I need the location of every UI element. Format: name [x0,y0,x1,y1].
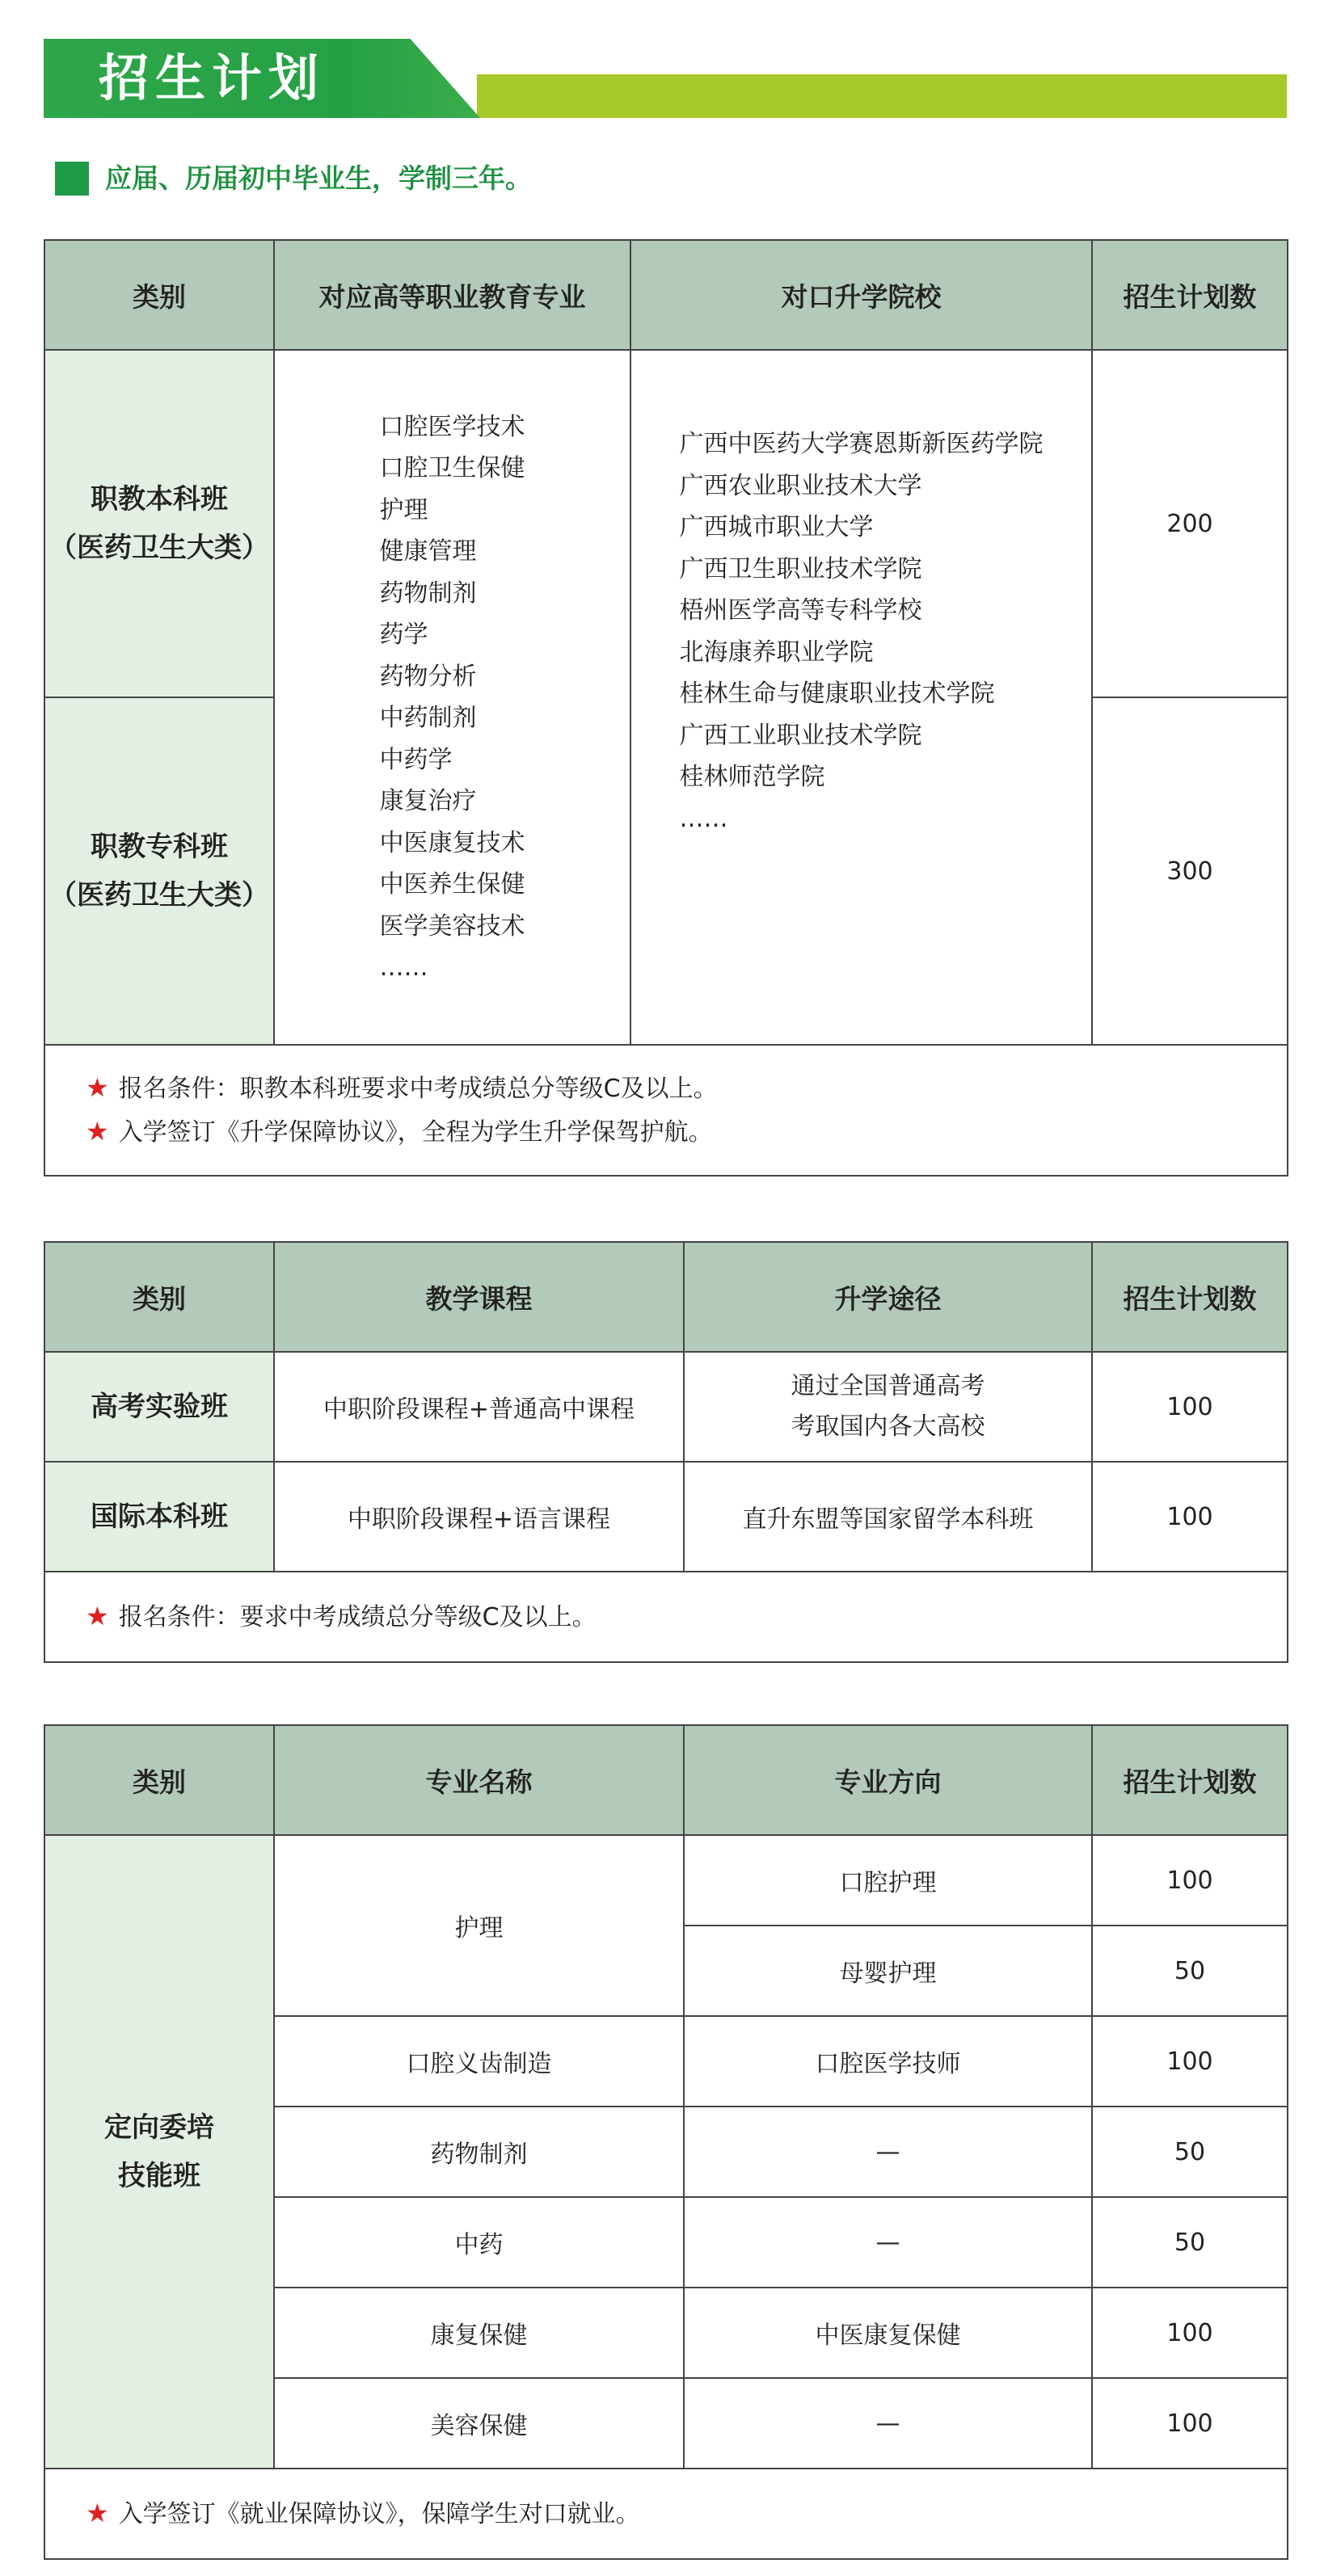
list-item: 药物制剂 [379,579,477,608]
page-subtitle: 应届、历届初中毕业生，学制三年。 [105,162,532,194]
header-path: 升学途径 [684,1242,1092,1352]
note-text: 报名条件：职教本科班要求中考成绩总分等级C及以上。 [118,1075,718,1103]
list-item: 口腔卫生保健 [379,454,525,482]
list-item: 中医康复技术 [379,828,525,857]
category-undergraduate [44,350,274,697]
major-nursing: 护理 [274,1835,684,2016]
page-title: 招生计划 [99,48,326,107]
notes-cell [44,1045,1288,1176]
header-category: 类别 [44,1725,274,1835]
list-item: 广西农业职业技术大学 [679,471,922,500]
count-cell: 50 [1092,2107,1288,2197]
direction-cell: — [684,2378,1092,2469]
direction-cell: 口腔护理 [684,1835,1092,1926]
majors-list [380,406,525,989]
schools-list [680,423,1044,840]
note-text: 报名条件：要求中考成绩总分等级C及以上。 [118,1603,597,1631]
list-item: 广西中医药大学赛恩斯新医药学院 [679,430,1044,458]
major-cell: 药物制剂 [274,2107,684,2197]
table-special-classes [44,1241,1288,1663]
direction-cell: 口腔医学技师 [684,2016,1092,2107]
count-cell: 100 [1092,1835,1288,1926]
direction-cell: — [684,2107,1092,2197]
header-category: 类别 [44,240,274,350]
note-line [86,1067,1287,1110]
list-item: …… [379,953,428,982]
count-cell: 100 [1092,2378,1288,2469]
count-undergraduate: 200 [1092,350,1288,697]
header-majors: 对应高等职业教育专业 [274,240,630,350]
path-international: 直升东盟等国家留学本科班 [684,1462,1092,1572]
count-cell: 100 [1092,2288,1288,2378]
header-direction: 专业方向 [684,1725,1092,1835]
list-item: 医学美容技术 [379,911,525,941]
count-cell: 50 [1092,1926,1288,2016]
header-count: 招生计划数 [1092,240,1288,350]
major-cell: 口腔义齿制造 [274,2016,684,2107]
header-count: 招生计划数 [1092,1725,1288,1835]
category-group: （医药卫生大类） [49,532,269,564]
list-item: 口腔医学技术 [379,412,525,441]
green-square-icon [55,162,89,196]
list-item: 梧州医学高等专科学校 [679,596,922,625]
category-name: 职教本科班 [91,483,228,516]
list-item: 广西工业职业技术学院 [679,721,922,750]
list-item: 药物分析 [379,662,477,691]
direction-cell: — [684,2197,1092,2288]
star-icon: ★ [86,1116,109,1147]
header-major: 专业名称 [274,1725,684,1835]
count-international: 100 [1092,1462,1288,1572]
schools-cell [630,350,1092,1045]
path-line: 通过全国普通高考 [791,1372,985,1400]
category-name: 技能班 [118,2160,200,2192]
category-group: （医药卫生大类） [49,879,269,911]
list-item: 康复治疗 [379,787,477,815]
category-junior-college [44,697,274,1045]
note-text: 入学签订《升学保障协议》，全程为学生升学保驾护航。 [118,1118,713,1147]
list-item: 北海康养职业学院 [679,638,874,667]
path-line: 考取国内各大高校 [791,1412,985,1441]
list-item: 桂林师范学院 [679,763,825,791]
category-name: 定向委培 [104,2111,214,2144]
major-cell: 康复保健 [274,2288,684,2378]
list-item: 健康管理 [379,537,477,566]
direction-cell: 母婴护理 [684,1926,1092,2016]
category-gaokao: 高考实验班 [44,1352,274,1462]
count-cell: 50 [1092,2197,1288,2288]
category-directed [44,1835,274,2469]
star-icon: ★ [86,2498,109,2528]
list-item: 中药制剂 [379,704,477,732]
note-text: 入学签订《就业保障协议》，保障学生对口就业。 [118,2500,640,2528]
list-item: 广西卫生职业技术学院 [679,554,922,583]
star-icon: ★ [86,1072,109,1103]
notes-cell [44,1572,1288,1662]
major-cell: 中药 [274,2197,684,2288]
note-line [86,1110,1287,1154]
table-directed-training [44,1724,1288,2560]
count-cell: 100 [1092,2016,1288,2107]
list-item: …… [679,804,728,833]
course-gaokao: 中职阶段课程+普通高中课程 [274,1352,684,1462]
header-count: 招生计划数 [1092,1242,1288,1352]
category-name: 职教专科班 [91,831,228,863]
major-cell: 美容保健 [274,2378,684,2469]
list-item: 广西城市职业大学 [679,513,874,541]
list-item: 中药学 [379,745,453,774]
header-schools: 对口升学院校 [630,240,1092,350]
header-course: 教学课程 [274,1242,684,1352]
list-item: 桂林生命与健康职业技术学院 [679,680,995,708]
path-gaokao [684,1352,1092,1462]
banner-accent-bar [477,74,1287,118]
list-item: 中医养生保健 [379,870,525,899]
header-category: 类别 [44,1242,274,1352]
notes-cell [44,2469,1288,2559]
list-item: 药学 [379,621,428,649]
table-vocational-classes [44,239,1288,1176]
direction-cell: 中医康复保健 [684,2288,1092,2378]
category-international: 国际本科班 [44,1462,274,1572]
majors-cell [274,350,630,1045]
count-gaokao: 100 [1092,1352,1288,1462]
list-item: 护理 [379,495,428,524]
star-icon: ★ [86,1601,109,1631]
count-junior-college: 300 [1092,697,1288,1045]
course-international: 中职阶段课程+语言课程 [274,1462,684,1572]
